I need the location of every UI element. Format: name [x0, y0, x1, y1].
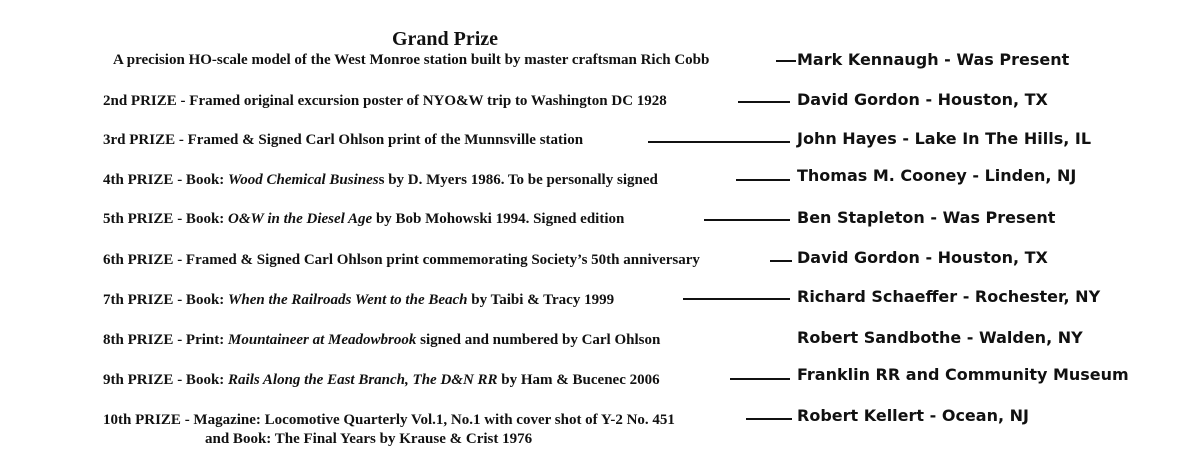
leader-line	[776, 60, 796, 62]
leader-line	[746, 418, 792, 420]
prize-7-winner: Richard Schaeffer - Rochester, NY	[797, 287, 1101, 306]
prize-9-winner: Franklin RR and Community Museum	[797, 365, 1129, 384]
grand-prize-winner: Mark Kennaugh - Was Present	[797, 50, 1070, 69]
prize-10-description: 10th PRIZE - Magazine: Locomotive Quarterly Vol.1, No.1 with cover shot of Y-2 No. 451	[103, 412, 675, 428]
leader-line	[683, 298, 790, 300]
prize-9-description: 9th PRIZE - Book: Rails Along the East Branch, The D&N RR by Ham & Bucenec 2006	[103, 372, 660, 388]
prize-8-description: 8th PRIZE - Print: Mountaineer at Meadowbrook signed and numbered by Carl Ohlson	[103, 332, 661, 348]
prize-3-winner: John Hayes - Lake In The Hills, IL	[797, 129, 1092, 148]
prize-10-winner: Robert Kellert - Ocean, NJ	[797, 406, 1029, 425]
prize-4-description: 4th PRIZE - Book: Wood Chemical Business by D. Myers 1986. To be personally signed	[103, 172, 658, 188]
prize-3-description: 3rd PRIZE - Framed & Signed Carl Ohlson print of the Munnsville station	[103, 132, 584, 148]
prize-8-winner: Robert Sandbothe - Walden, NY	[797, 328, 1083, 347]
page-title: Grand Prize	[391, 28, 499, 50]
prize-2-description: 2nd PRIZE - Framed original excursion poster of NYO&W trip to Washington DC 1928	[103, 93, 667, 109]
prize-7-description: 7th PRIZE - Book: When the Railroads Went to the Beach by Taibi & Tracy 1999	[103, 292, 615, 308]
prize-5-description: 5th PRIZE - Book: O&W in the Diesel Age by Bob Mohowski 1994. Signed edition	[103, 211, 625, 227]
leader-line	[648, 141, 790, 143]
prize-2-winner: David Gordon - Houston, TX	[797, 90, 1048, 109]
leader-line	[770, 260, 792, 262]
leader-line	[738, 101, 790, 103]
prize-4-winner: Thomas M. Cooney - Linden, NJ	[797, 166, 1077, 185]
prize-6-description: 6th PRIZE - Framed & Signed Carl Ohlson print commemorating Society’s 50th anniversary	[103, 252, 700, 268]
leader-line	[730, 378, 790, 380]
grand-prize-description: A precision HO-scale model of the West Monroe station built by master craftsman Rich Cobb	[113, 52, 710, 68]
prize-5-winner: Ben Stapleton - Was Present	[797, 208, 1056, 227]
leader-line	[736, 179, 790, 181]
prize-10-extra: and Book: The Final Years by Krause & Crist 1976	[205, 431, 533, 447]
leader-line	[704, 219, 790, 221]
prize-6-winner: David Gordon - Houston, TX	[797, 248, 1048, 267]
